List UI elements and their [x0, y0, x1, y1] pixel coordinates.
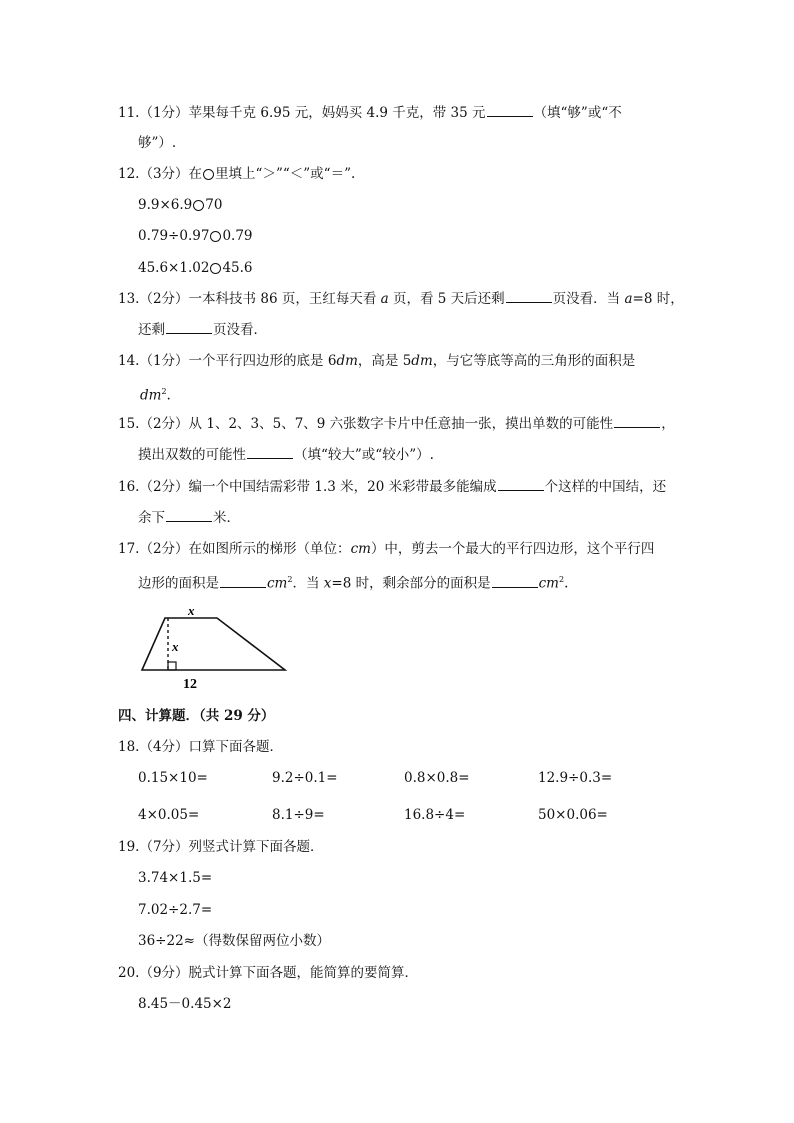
q13-text-f: 页没看．	[213, 322, 267, 338]
q16-blank-2[interactable]	[166, 509, 212, 522]
q16-line2	[138, 509, 240, 527]
q17-end: .	[564, 575, 569, 592]
q18-item: 4×0.05=	[138, 807, 200, 823]
q14-line1	[118, 352, 635, 370]
q15-line2	[138, 446, 434, 464]
q12-item-2	[138, 227, 253, 245]
height-label: x	[172, 639, 179, 654]
q12-item-1	[138, 196, 222, 214]
q14-text-c: ，与它等底等高的三角形的面积是	[432, 353, 636, 369]
q15-text-c: 摸出双数的可能性	[138, 447, 246, 463]
compare-circle-3[interactable]	[210, 263, 221, 274]
q16-text-b: 个这样的中国结，还	[544, 479, 667, 495]
q16-line1	[118, 478, 666, 496]
q14-unit: dm	[336, 353, 358, 369]
q15-blank-1[interactable]	[614, 415, 660, 428]
q17-text-a: 17.（2分）在如图所示的梯形（单位：	[118, 541, 351, 557]
q17-text-d: ．当	[292, 575, 324, 592]
q15-blank-2[interactable]	[247, 446, 293, 459]
compare-circle-2[interactable]	[210, 231, 221, 242]
q13-text-a: 13.（2分）一本科技书 86 页，王红每天看	[118, 291, 381, 307]
q13-line1	[118, 290, 684, 308]
q18-item: 16.8÷4=	[404, 807, 466, 823]
q12-stem-a: 12.（3分）在	[118, 166, 203, 182]
q12-stem	[118, 165, 355, 183]
q17-text-b: ）中，剪去一个最大的平行四边形，这个平行四	[370, 541, 655, 557]
q12-item-left: 0.79÷0.97	[138, 228, 210, 244]
q17-blank-2[interactable]	[492, 575, 538, 588]
q19-item-1: 3.74×1.5=	[138, 870, 213, 886]
q17-text-e: =8 时，剩余部分的面积是	[331, 575, 491, 592]
q14-unit: dm	[140, 387, 162, 404]
q13-blank-2[interactable]	[166, 321, 212, 334]
q17-sup: 2	[558, 575, 565, 584]
q11-line1	[118, 104, 622, 122]
q18-item: 8.1÷9=	[272, 807, 325, 823]
q12-item-right: 0.79	[222, 228, 253, 244]
q12-item-3	[138, 259, 253, 277]
q14-text-a: 14.（1分）一个平行四边形的底是 6	[118, 353, 337, 369]
compare-circle-1[interactable]	[193, 200, 204, 211]
q11-text-a: 11.（1分）苹果每千克 6.95 元，妈妈买 4.9 千克，带 35 元	[118, 105, 486, 121]
q16-blank-1[interactable]	[498, 478, 544, 491]
q14-unit: dm	[411, 353, 433, 369]
q17-line1	[118, 540, 654, 558]
q12-item-right: 45.6	[222, 260, 253, 276]
q14-sup: 2	[161, 387, 167, 396]
q15-line1	[118, 415, 675, 433]
section-4-heading: 四、计算题．（共 29 分）	[118, 708, 275, 724]
q13-var-a: a	[380, 291, 389, 307]
q18-stem: 18.（4分）口算下面各题．	[118, 739, 284, 755]
q14-end: .	[166, 387, 171, 404]
trapezoid-shape	[142, 618, 285, 670]
q19-item-3: 36÷22≈（得数保留两位小数）	[138, 933, 330, 949]
q13-var-a: a	[624, 291, 633, 307]
q16-text-a: 16.（2分）编一个中国结需彩带 1.3 米，20 米彩带最多能编成	[118, 479, 497, 495]
q16-text-c: 余下	[138, 510, 165, 526]
q18-item: 50×0.06=	[538, 807, 608, 823]
circle-icon	[203, 169, 214, 180]
q18-item: 12.9÷0.3=	[538, 770, 613, 786]
q11-line2: 够”）.	[138, 135, 177, 151]
q17-sup: 2	[287, 575, 293, 584]
bottom-label: 12	[183, 677, 197, 692]
q14-line2	[138, 383, 171, 405]
top-label: x	[188, 603, 195, 618]
q17-unit: cm	[350, 541, 371, 557]
q13-text-e: 还剩	[138, 322, 165, 338]
q17-var-x: x	[323, 575, 332, 592]
q13-text-d: =8 时，	[632, 291, 684, 307]
q13-blank-1[interactable]	[506, 290, 552, 303]
q12-item-left: 9.9×6.9	[138, 197, 193, 213]
q15-text-d: （填“较大”或“较小”）.	[294, 447, 434, 463]
q13-line2	[138, 321, 267, 339]
q12-stem-b: 里填上“＞”“＜”或“＝”.	[215, 166, 356, 182]
q18-item: 0.15×10=	[138, 770, 208, 786]
q19-item-2: 7.02÷2.7=	[138, 902, 213, 918]
q17-text-c: 边形的面积是	[138, 575, 219, 592]
q15-text-b: ，	[661, 416, 675, 432]
q20-item-1: 8.45－0.45×2	[138, 996, 232, 1012]
q16-text-d: 米．	[213, 510, 240, 526]
q11-answer-blank[interactable]	[487, 104, 533, 117]
q17-unit: cm	[538, 575, 559, 592]
q18-item: 0.8×0.8=	[404, 770, 470, 786]
q17-blank-1[interactable]	[220, 575, 266, 588]
q12-item-right: 70	[205, 197, 223, 213]
q11-text-b: （填“够”或“不	[533, 105, 622, 121]
q17-line2	[138, 571, 568, 593]
q13-text-c: 页没看．当	[552, 291, 625, 307]
right-angle-marker	[168, 662, 176, 670]
trapezoid-figure	[135, 600, 310, 695]
q12-item-left: 45.6×1.02	[138, 260, 210, 276]
q17-unit: cm	[267, 575, 288, 592]
q13-text-b: 页，看 5 天后还剩	[388, 291, 505, 307]
q18-item: 9.2÷0.1=	[272, 770, 338, 786]
q15-text-a: 15.（2分）从 1、2、3、5、7、9 六张数字卡片中任意抽一张，摸出单数的可能性	[118, 416, 614, 432]
q14-text-b: ，高是 5	[357, 353, 412, 369]
q19-stem: 19.（7分）列竖式计算下面各题．	[118, 839, 324, 855]
q20-stem: 20.（9分）脱式计算下面各题，能简算的要简算．	[118, 965, 419, 981]
